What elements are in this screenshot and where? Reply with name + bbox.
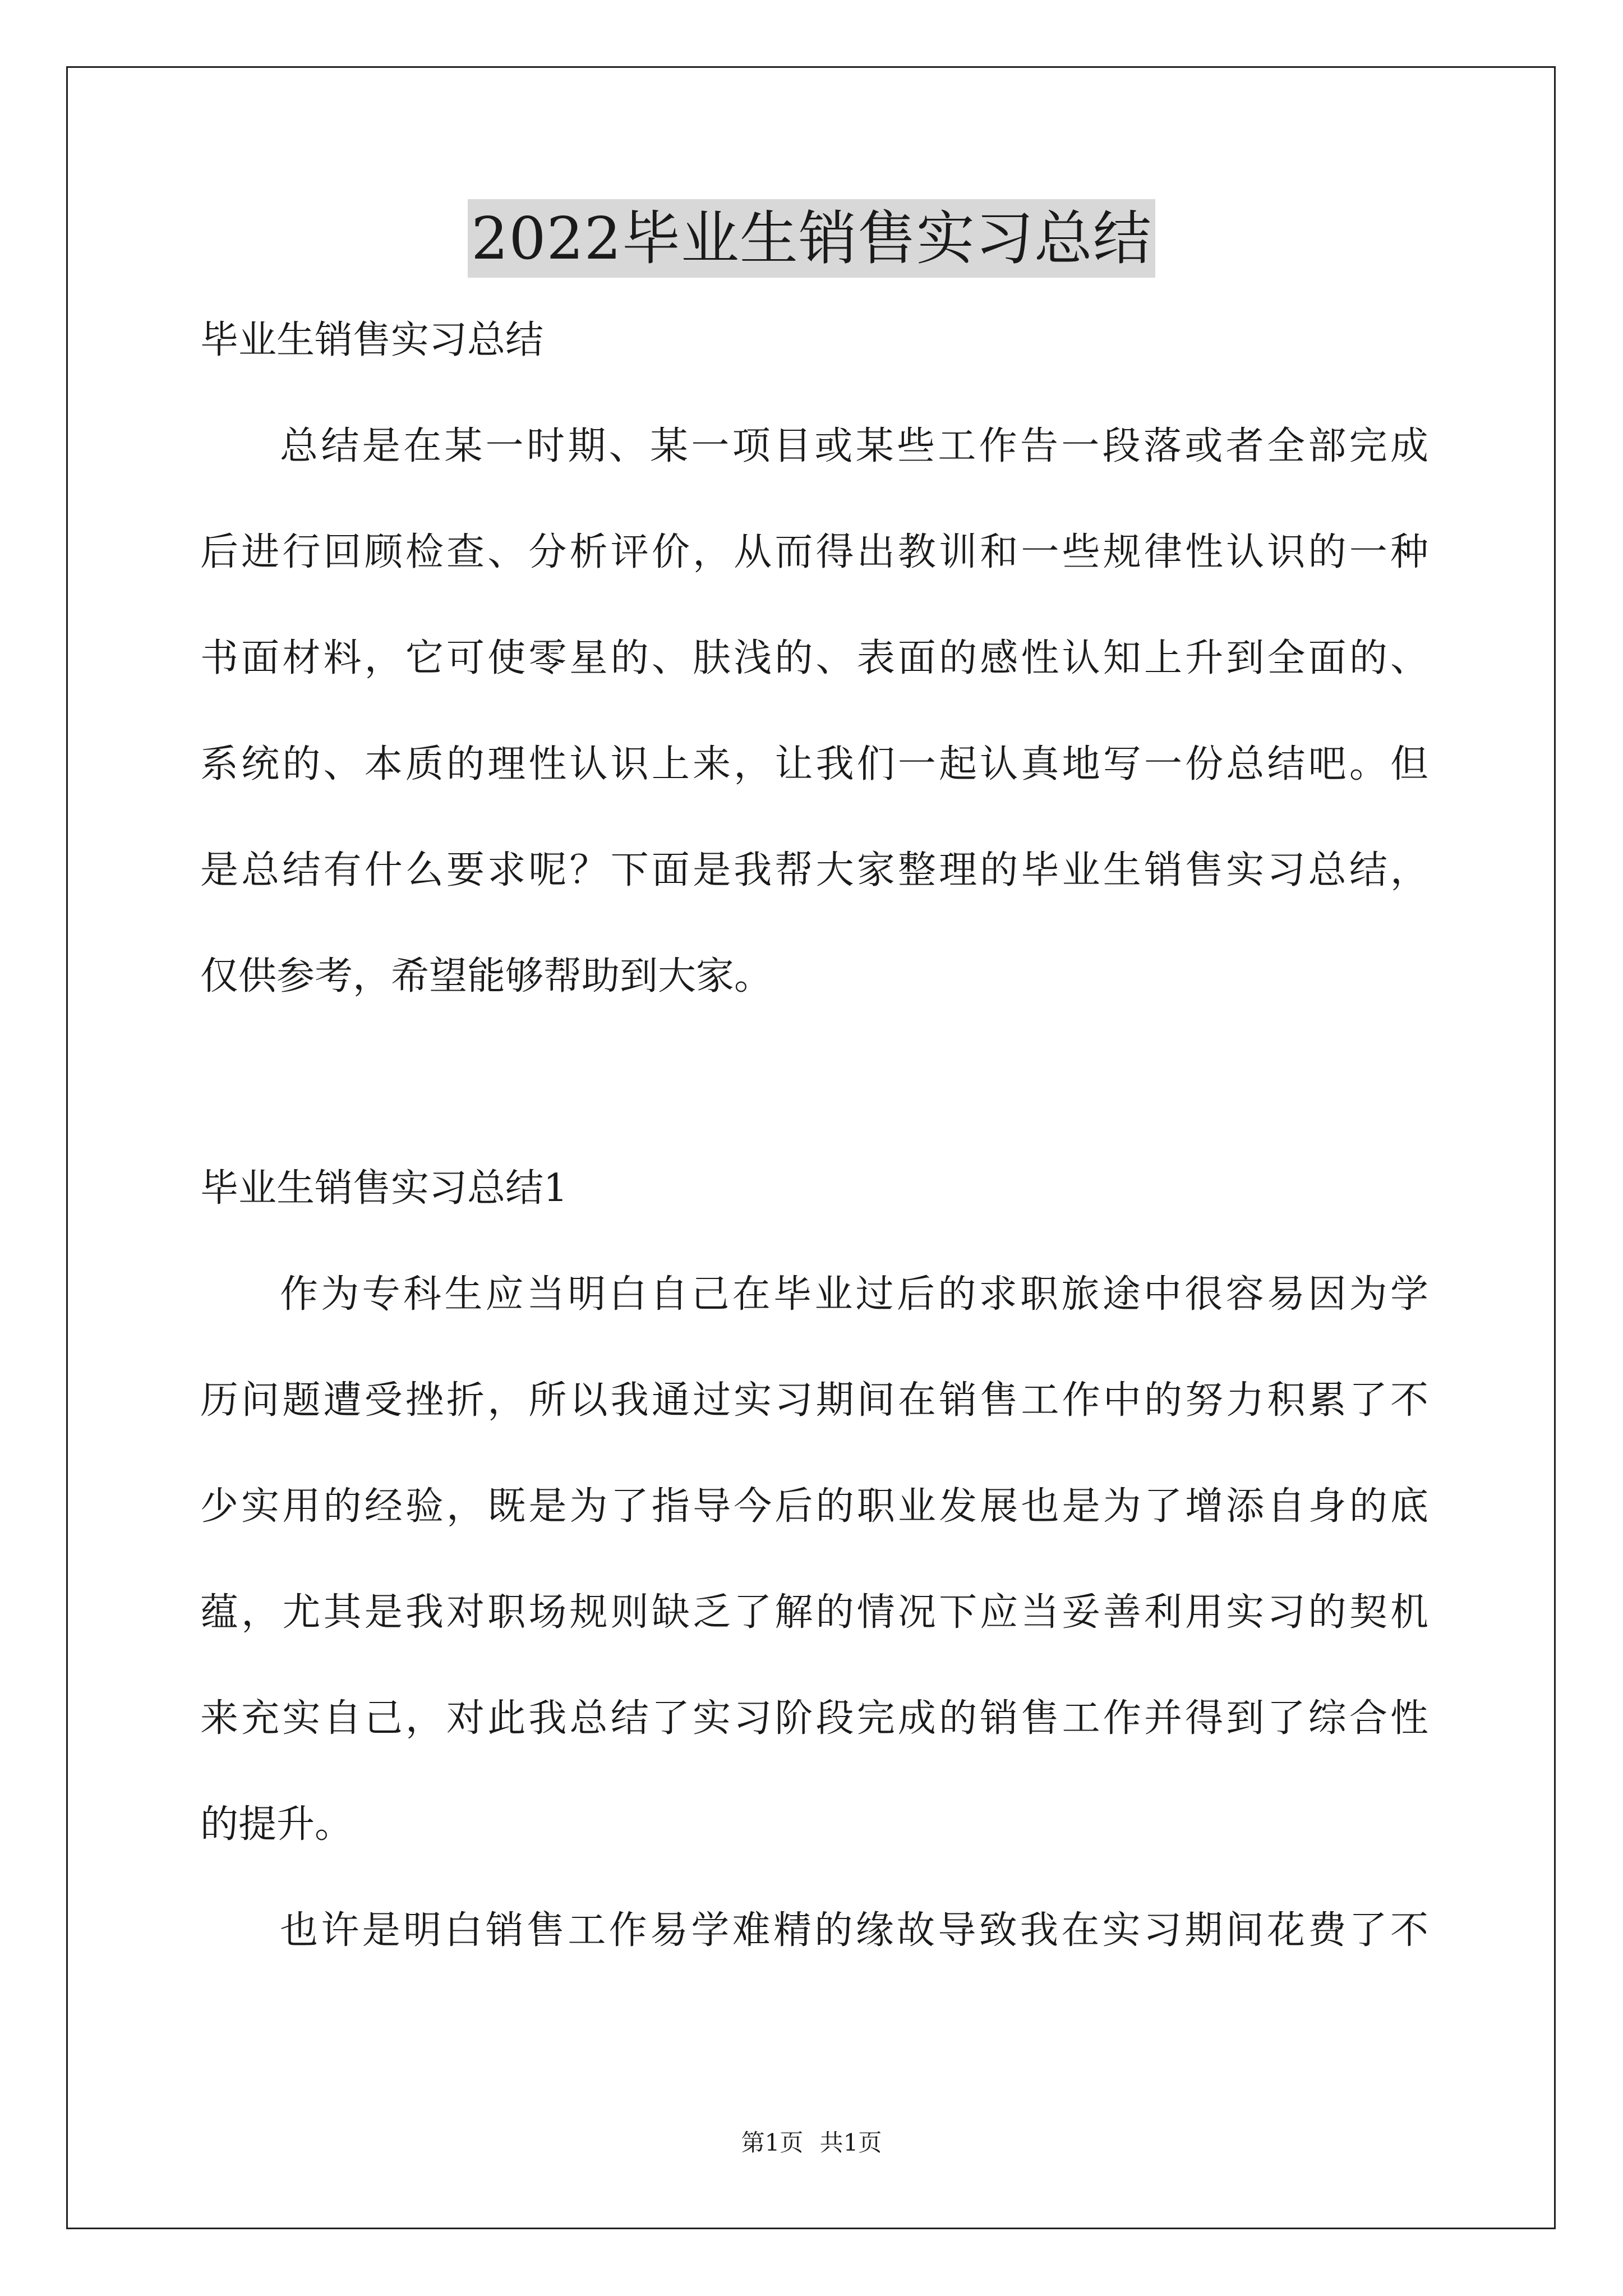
intro-line-2: 后进行回顾检查、分析评价，从而得出教训和一些规律性认识的一种 [200,530,1428,574]
intro-line-4: 系统的、本质的理性认识上来，让我们一起认真地写一份总结吧。但 [200,742,1428,786]
section-line-3: 少实用的经验，既是为了指导今后的职业发展也是为了增添自身的底 [200,1484,1428,1529]
document-title: 2022毕业生销售实习总结 [468,199,1155,278]
intro-line-3: 书面材料，它可使零星的、肤浅的、表面的感性认知上升到全面的、 [200,636,1428,680]
section-heading: 毕业生销售实习总结1 [200,1166,568,1211]
intro-line-6: 仅供参考，希望能够帮助到大家。 [200,954,773,999]
intro-line-1: 总结是在某一时期、某一项目或某些工作告一段落或者全部完成 [280,424,1428,468]
intro-line-5: 是总结有什么要求呢？下面是我帮大家整理的毕业生销售实习总结， [200,848,1428,892]
section-line-1: 作为专科生应当明白自己在毕业过后的求职旅途中很容易因为学 [280,1272,1428,1317]
section-line-2: 历问题遭受挫折，所以我通过实习期间在销售工作中的努力积累了不 [200,1378,1428,1423]
section-para2-line-1: 也许是明白销售工作易学难精的缘故导致我在实习期间花费了不 [280,1908,1428,1953]
document-subtitle: 毕业生销售实习总结 [200,318,544,362]
section-line-4: 蕴，尤其是我对职场规则缺乏了解的情况下应当妥善利用实习的契机 [200,1590,1428,1635]
paragraph-gap [200,1052,1428,1158]
section-line-5: 来充实自己，对此我总结了实习阶段完成的销售工作并得到了综合性 [200,1696,1428,1741]
page-footer: 第1页 共1页 [741,2129,882,2156]
section-line-6: 的提升。 [200,1802,353,1847]
title-container [0,199,1623,278]
document-body [200,310,1428,2006]
